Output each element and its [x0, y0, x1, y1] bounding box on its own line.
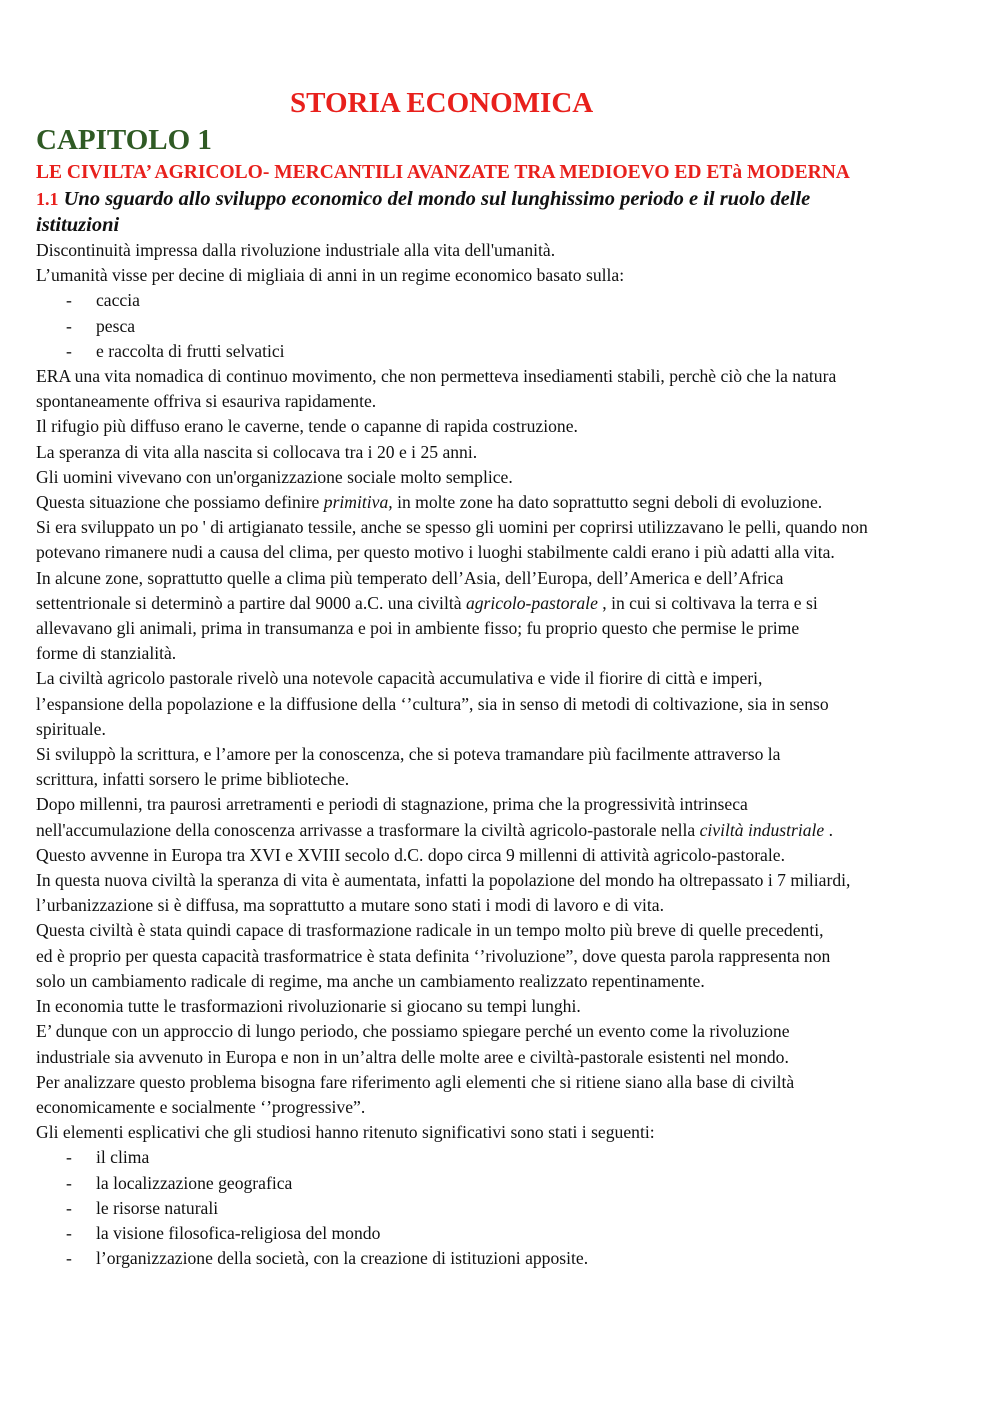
section-heading	[36, 186, 994, 238]
body-line: Dopo millenni, tra paurosi arretramenti e periodi di stagnazione, prima che la progressività intrinseca	[36, 794, 748, 815]
body-line: La civiltà agricolo pastorale rivelò una notevole capacità accumulativa e vide il fiorire di città e imperi,	[36, 668, 763, 689]
list-dash: -	[66, 340, 72, 361]
body-text: in molte zone ha dato soprattutto segni deboli di evoluzione.	[392, 492, 823, 513]
list-item	[36, 1196, 994, 1221]
body-line: forme di stanzialità.	[36, 643, 177, 664]
body-line: E’ dunque con un approccio di lungo periodo, che possiamo spiegare perché un evento come la rivoluzione	[36, 1021, 790, 1042]
body-line: l’espansione della popolazione e la diffusione della ‘’cultura”, sia in senso di metodi di coltivazione, sia in senso	[36, 693, 829, 714]
body-line: spontaneamente offriva si esauriva rapidamente.	[36, 391, 377, 412]
body-line: In alcune zone, soprattutto quelle a clima più temperato dell’Asia, dell’Europa, dell’America e dell’Africa	[36, 567, 784, 588]
list-item	[36, 1246, 994, 1271]
list-dash: -	[66, 1147, 72, 1168]
body-text: .	[824, 819, 833, 840]
body-line	[36, 818, 994, 843]
list-dash: -	[66, 1197, 72, 1218]
list-item	[36, 339, 994, 364]
list-dash: -	[66, 1248, 72, 1269]
body-line: Per analizzare questo problema bisogna fare riferimento agli elementi che si ritiene siano alla base di civiltà	[36, 1071, 795, 1092]
body-line	[36, 591, 994, 616]
list-item-text: il clima	[96, 1147, 150, 1168]
activities-list	[36, 288, 994, 364]
body-line: industriale sia avvenuto in Europa e non in un’altra delle molte aree e civiltà-pastorale esistenti nel mondo.	[36, 1046, 789, 1067]
body-line: L’umanità visse per decine di migliaia di anni in un regime economico basato sulla:	[36, 265, 625, 286]
chapter-subtitle: LE CIVILTA’ AGRICOLO- MERCANTILI AVANZATE TRA MEDIOEVO ED ETà MODERNA	[36, 162, 850, 183]
body-line: l’urbanizzazione si è diffusa, ma soprattutto a mutare sono stati i modi di lavoro e di vita.	[36, 895, 664, 916]
body-line: potevano rimanere nudi a causa del clima, per questo motivo i luoghi stabilmente caldi erano i più adatti alla vita.	[36, 542, 835, 563]
list-item	[36, 1221, 994, 1246]
list-item	[36, 314, 994, 339]
list-item-text: la localizzazione geografica	[96, 1172, 293, 1193]
body-text: nell'accumulazione della conoscenza arrivasse a trasformare la civiltà agricolo-pastorale nella	[36, 819, 700, 840]
body-line: Il rifugio più diffuso erano le caverne, tende o capanne di rapida costruzione.	[36, 416, 578, 437]
body-italic: civiltà industriale	[699, 819, 825, 840]
body-line: solo un cambiamento radicale di regime, ma anche un cambiamento realizzato repentinamente.	[36, 970, 705, 991]
list-item-text: la visione filosofica-religiosa del mondo	[96, 1222, 381, 1243]
body-line: Gli uomini vivevano con un'organizzazione sociale molto semplice.	[36, 466, 513, 487]
list-dash: -	[66, 1222, 72, 1243]
body-line: ERA una vita nomadica di continuo movimento, che non permetteva insediamenti stabili, perchè ciò che la natura	[36, 366, 837, 387]
body-line: Questa civiltà è stata quindi capace di trasformazione radicale in un tempo molto più breve di quelle precedenti,	[36, 920, 824, 941]
body-line: spirituale.	[36, 718, 106, 739]
list-dash: -	[66, 290, 72, 311]
list-item-text: l’organizzazione della società, con la creazione di istituzioni apposite.	[96, 1248, 589, 1269]
body-line	[36, 490, 994, 515]
body-text: Questa situazione che possiamo definire	[36, 492, 324, 513]
body-text: , in cui si coltivava la terra e si	[597, 592, 818, 613]
list-item-text: pesca	[96, 315, 136, 336]
body-line: Si sviluppò la scrittura, e l’amore per la conoscenza, che si poteva tramandare più facilmente attraverso la	[36, 744, 781, 765]
body-line: In economia tutte le trasformazioni rivoluzionarie si giocano su tempi lunghi.	[36, 996, 581, 1017]
list-dash: -	[66, 1172, 72, 1193]
body-line: scrittura, infatti sorsero le prime biblioteche.	[36, 769, 350, 790]
body-line: Discontinuità impressa dalla rivoluzione industriale alla vita dell'umanità.	[36, 240, 556, 260]
body-italic: agricolo-pastorale	[465, 592, 598, 613]
list-item-text: le risorse naturali	[96, 1197, 219, 1218]
document-title: STORIA ECONOMICA	[290, 87, 594, 119]
document-page	[36, 84, 994, 1271]
body-text: settentrionale si determinò a partire dal 9000 a.C. una civiltà	[36, 592, 466, 613]
body-italic: primitiva,	[323, 492, 393, 513]
list-item	[36, 288, 994, 313]
section-title-line1: Uno sguardo allo sviluppo economico del mondo sul lunghissimo periodo e il ruolo delle	[63, 188, 811, 210]
section-title-line2: istituzioni	[36, 214, 120, 236]
list-dash: -	[66, 315, 72, 336]
body-line: economicamente e socialmente ‘’progressive”.	[36, 1096, 366, 1117]
body-line: Questo avvenne in Europa tra XVI e XVIII secolo d.C. dopo circa 9 millenni di attività agricolo-pastorale.	[36, 844, 785, 865]
section-number: 1.1	[36, 189, 59, 209]
body-line: ed è proprio per questa capacità trasformatrice è stata definita ‘’rivoluzione”, dove questa parola rappresenta non	[36, 945, 831, 966]
body-line: In questa nuova civiltà la speranza di vita è aumentata, infatti la popolazione del mondo ha oltrepassato i 7 miliardi,	[36, 870, 851, 891]
chapter-heading: CAPITOLO 1	[36, 124, 212, 156]
body-line: Si era sviluppato un po ' di artigianato tessile, anche se spesso gli uomini per coprirsi utilizzavano le pelli, quando non	[36, 517, 868, 538]
list-item	[36, 1145, 994, 1170]
elements-list	[36, 1145, 994, 1271]
body-line: La speranza di vita alla nascita si collocava tra i 20 e i 25 anni.	[36, 441, 478, 462]
list-item-text: e raccolta di frutti selvatici	[96, 340, 285, 361]
body-line: allevavano gli animali, prima in transumanza e poi in ambiente fisso; fu proprio questo che permise le prime	[36, 618, 800, 639]
body-line: Gli elementi esplicativi che gli studiosi hanno ritenuto significativi sono stati i seguenti:	[36, 1122, 655, 1143]
list-item	[36, 1171, 994, 1196]
list-item-text: caccia	[96, 290, 140, 311]
